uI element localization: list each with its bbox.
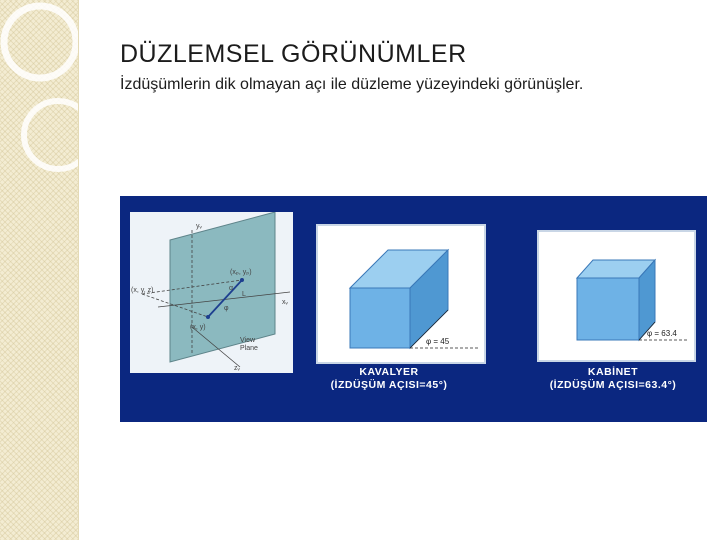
- cavalier-angle-label: φ = 45: [426, 337, 450, 346]
- decorative-sidebar: [0, 0, 79, 540]
- view-plane: [170, 212, 275, 362]
- cube-front-face: [350, 288, 410, 348]
- projected-point-label: (xₚ, yₚ): [230, 269, 252, 276]
- xv-label: xᵥ: [282, 299, 288, 306]
- cavalier-caption: [300, 366, 478, 392]
- alpha-label: α: [229, 285, 234, 292]
- L-label: L: [242, 291, 246, 298]
- view-plane-label: View: [240, 337, 256, 344]
- cabinet-caption: [524, 366, 702, 392]
- cavalier-panel: [316, 224, 486, 364]
- cavalier-caption-angle: (İZDÜŞÜM AÇISI=45°): [330, 379, 448, 391]
- projected-point: [240, 278, 244, 282]
- cabinet-caption-angle: (İZDÜŞÜM AÇISI=63.4°): [549, 379, 677, 391]
- decorative-circles: [0, 0, 78, 540]
- slide-subtitle: İzdüşümlerin dik olmayan açı ile düzleme yüzeyindeki görünüşler.: [120, 76, 584, 93]
- phi-label: φ: [224, 305, 229, 312]
- yv-label: yᵥ: [196, 223, 202, 230]
- zv-label: zᵥ: [234, 365, 240, 372]
- projection-figure: [120, 196, 707, 422]
- cabinet-panel: [537, 230, 696, 362]
- cube-front-face: [577, 278, 639, 340]
- oblique-diagram: [130, 212, 293, 373]
- orthographic-point: [206, 315, 210, 319]
- cavalier-cube-drawing: [318, 226, 484, 362]
- cavalier-caption-title: KAVALYER: [359, 366, 419, 378]
- cabinet-angle-label: φ = 63.4: [647, 329, 677, 338]
- point-label: (x, y, z): [131, 287, 154, 294]
- view-plane-label: Plane: [240, 345, 258, 352]
- cabinet-cube-drawing: [539, 232, 694, 360]
- oblique-diagram-panel: [130, 212, 293, 373]
- cabinet-caption-title: KABİNET: [587, 366, 639, 378]
- xy-label: (x, y): [190, 324, 206, 331]
- slide-title: DÜZLEMSEL GÖRÜNÜMLER: [120, 40, 467, 68]
